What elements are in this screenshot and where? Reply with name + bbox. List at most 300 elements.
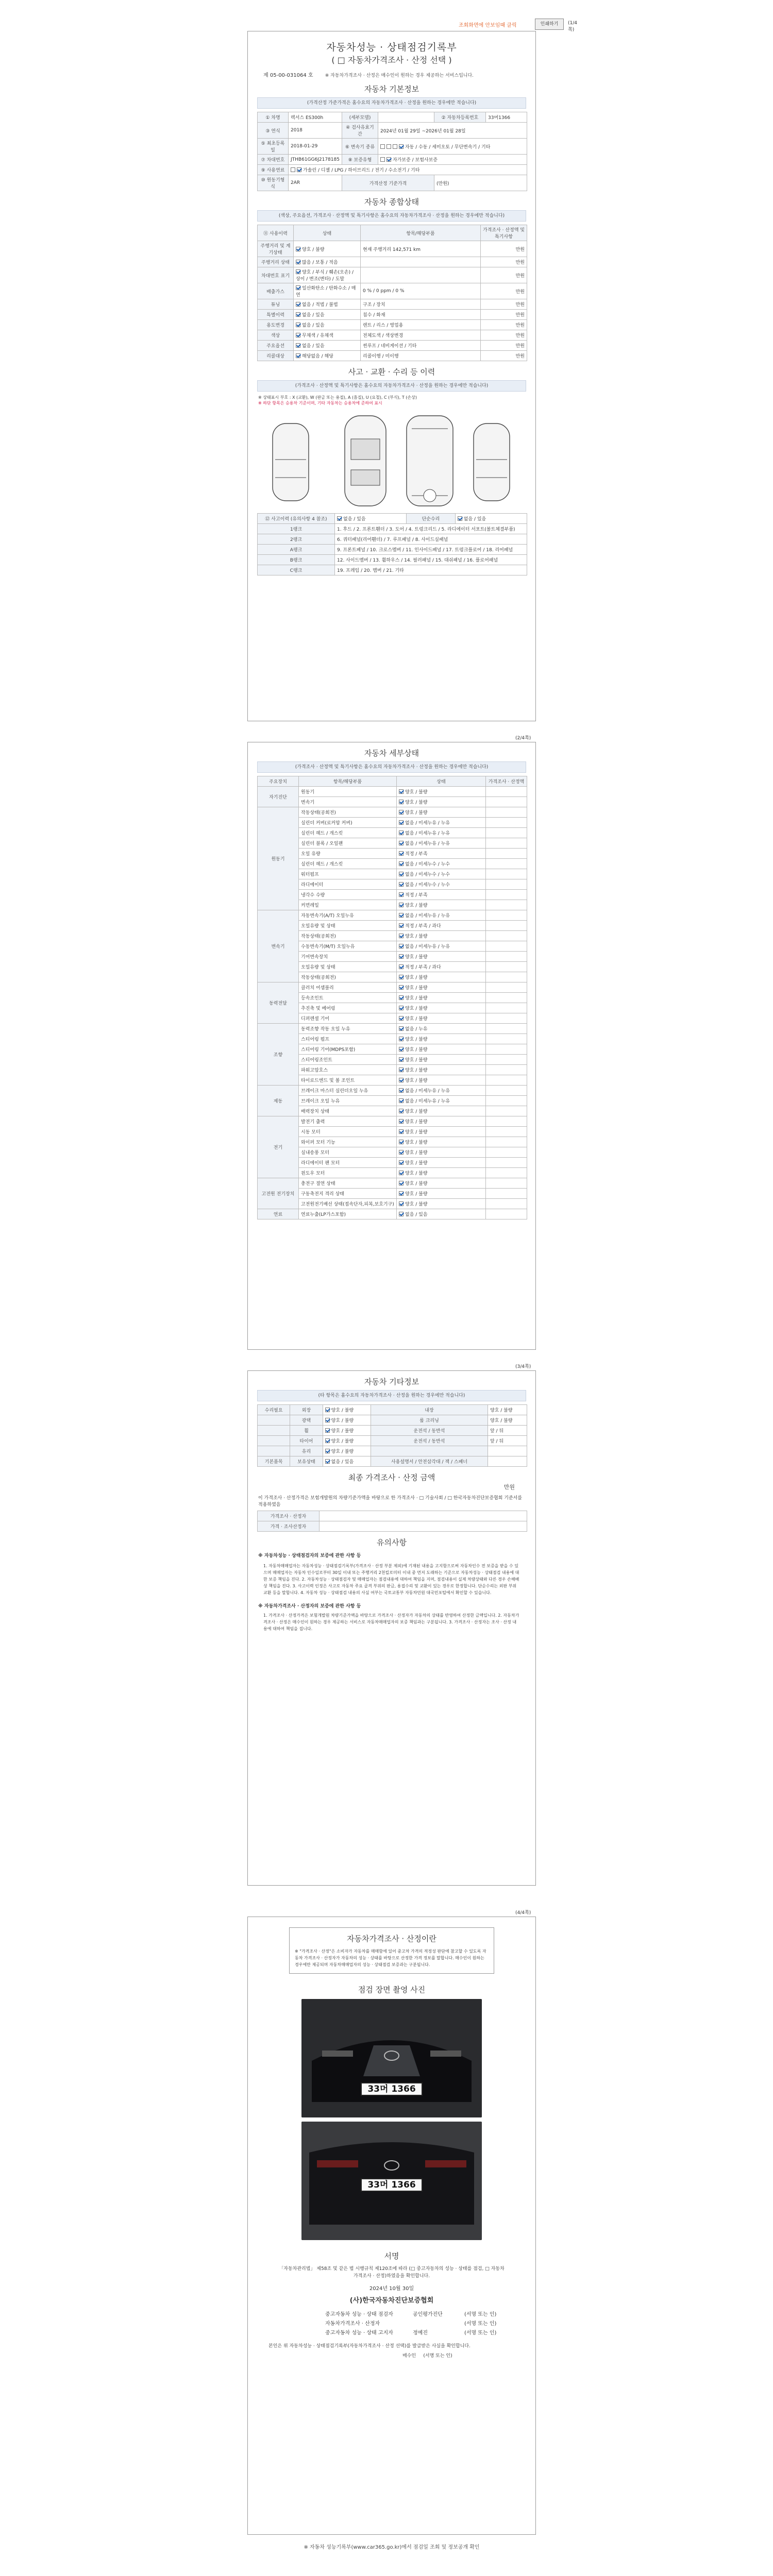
table-row	[258, 1086, 527, 1096]
price-cell	[486, 1096, 527, 1106]
cell: ③ 연식	[258, 123, 289, 139]
item-value: 142,571 km	[392, 247, 421, 252]
checkbox-checked-icon	[399, 841, 404, 845]
table-row	[258, 787, 527, 797]
item-cell: 브레이크 오일 누유	[299, 1096, 397, 1106]
price-cell	[486, 1065, 527, 1075]
status-options: 양호 / 불량	[405, 1068, 428, 1073]
status-cell	[397, 1116, 486, 1127]
cell: 항목/해당부품	[299, 776, 397, 787]
status-cell	[397, 1055, 486, 1065]
front-car-image	[301, 1999, 482, 2117]
cell: 튜닝	[258, 299, 294, 310]
checkbox-checked-icon	[399, 851, 404, 856]
item-cell: 실내송풍 모터	[299, 1147, 397, 1158]
status-options: 양호 / 불량	[405, 975, 428, 980]
group-cell: 자기진단	[258, 787, 299, 807]
bottom-note: ※ 자동차 성능기록부(www.car365.go.kr)에서 점검일 조회 및 정보공개 확인	[304, 2545, 480, 2550]
cell: 운전석 / 동반석	[371, 1426, 488, 1436]
accident-table	[257, 513, 527, 575]
foot-note: 본인은 위 자동차성능 · 상태점검기록부(자동차가격조사 · 산정 선택)를 발급받은 사실을 확인합니다.	[268, 2344, 470, 2349]
status-cell	[397, 797, 486, 807]
checkbox-checked-icon	[325, 1449, 330, 1453]
item-cell	[361, 310, 481, 320]
checkbox-checked-icon	[297, 167, 301, 172]
sign-row	[325, 2328, 535, 2336]
cell: 광택	[290, 1415, 323, 1426]
item-cell: 수동변속기(M/T) 오일누유	[299, 941, 397, 952]
table-row	[258, 267, 527, 283]
price-cell	[486, 1116, 527, 1127]
group-cell: 조향	[258, 1024, 299, 1086]
price-cell	[486, 1034, 527, 1044]
cell: 상태	[397, 776, 486, 787]
cell	[371, 1446, 488, 1456]
status-options: 양호 / 불량	[405, 1047, 428, 1053]
status-cell	[397, 890, 486, 900]
cell	[258, 1436, 290, 1446]
table-row	[258, 1405, 527, 1415]
extra-info-table	[257, 1404, 527, 1467]
status-cell	[294, 267, 361, 283]
table-row	[258, 283, 527, 299]
item-label: 전체도색 / 색상변경	[363, 333, 404, 338]
price-cell: 만원	[481, 320, 527, 330]
status-cell	[397, 952, 486, 962]
cell: 주행거리 상태	[258, 257, 294, 267]
checkbox-checked-icon	[386, 157, 391, 162]
checkbox-checked-icon	[399, 1181, 404, 1185]
item-label: 구조 / 장치	[363, 302, 385, 308]
page-2-number: (2/4쪽)	[515, 736, 531, 741]
cell	[320, 1511, 527, 1521]
item-cell	[361, 341, 481, 351]
table-row	[258, 330, 527, 341]
status-options: 양호 / 불량	[405, 800, 428, 805]
checkbox-checked-icon	[399, 934, 404, 938]
checkbox-checked-icon	[399, 1078, 404, 1082]
accident-options: 없음 / 있음	[343, 517, 366, 522]
price-cell	[486, 1024, 527, 1034]
price-cell	[486, 818, 527, 828]
status-options: 양호 / 불량	[405, 790, 428, 795]
status-options: 없음 / 미세누유 / 누유	[405, 831, 450, 836]
status-cell	[397, 1034, 486, 1044]
item-cell	[361, 330, 481, 341]
item-cell: 연료누출(LP가스포함)	[299, 1209, 397, 1219]
checkbox-checked-icon	[399, 1109, 404, 1113]
status-options: 양호 / 불량	[405, 1006, 428, 1011]
status-options: 없음 / 미세누유 / 누유	[405, 821, 450, 826]
checkbox-checked-icon	[399, 820, 404, 825]
item-cell: 실린더 커버(로커암 커버)	[299, 818, 397, 828]
status-cell	[397, 962, 486, 972]
registration-number: 33머1366	[486, 112, 527, 123]
status-options: 적정 / 부족	[405, 852, 428, 857]
status-options: 양호 / 불량	[405, 1058, 428, 1063]
table-row	[258, 1521, 527, 1532]
table-row	[258, 514, 527, 524]
status-cell	[397, 972, 486, 982]
item-cell: 실린더 헤드 / 개스킷	[299, 828, 397, 838]
checkbox-checked-icon	[399, 1098, 404, 1103]
status-options: 양호 / 불량	[331, 1439, 354, 1444]
cell	[378, 112, 434, 123]
table-row	[258, 1511, 527, 1521]
final-price-unit: 만원	[503, 1484, 515, 1490]
cell: 주행거리 및 계기상태	[258, 241, 294, 257]
item-label: 현재 주행거리	[363, 247, 392, 252]
detail-table	[257, 776, 527, 1219]
status-cell	[397, 1003, 486, 1013]
status-cell	[397, 1168, 486, 1178]
checkbox-checked-icon	[399, 872, 404, 876]
status-options: 없음 / 미세누유 / 누유	[405, 944, 450, 950]
table-row	[258, 155, 527, 165]
status-options: 없음 / 미세누수 / 누수	[405, 872, 450, 877]
price-cell: 만원	[481, 241, 527, 257]
checkbox-checked-icon	[399, 882, 404, 887]
cell: 특별이력	[258, 310, 294, 320]
basic-info-title: 자동차 기본정보	[364, 84, 419, 94]
status-options: 양호 / 불량	[405, 1109, 428, 1114]
front-photo	[301, 1999, 482, 2117]
cell: ⑩ 원동기형식	[258, 175, 289, 191]
cell: 룸 크리닝	[371, 1415, 488, 1426]
cell: 보유상태	[290, 1456, 323, 1467]
table-row	[258, 534, 527, 545]
item-cell: 윈도우 모터	[299, 1168, 397, 1178]
cell: 기본품목	[258, 1456, 290, 1467]
status-options: 양호 / 불량	[405, 1016, 428, 1022]
table-row	[258, 351, 527, 361]
status-cell	[397, 1013, 486, 1024]
cell: ⑨ 사용연료	[258, 165, 289, 175]
table-row	[258, 310, 527, 320]
table-row	[258, 1426, 527, 1436]
sign-org: (사)한국자동차진단보증협회	[349, 2297, 434, 2304]
status-options: 없음 / 미세누유 / 누유	[405, 841, 450, 846]
price-cell	[486, 931, 527, 941]
group-cell: 전기	[258, 1116, 299, 1178]
view-help-link[interactable]: 조회화면에 안보임때 클릭	[459, 23, 517, 28]
checkbox-checked-icon	[399, 1140, 404, 1144]
status-cell	[294, 351, 361, 361]
sign-row	[325, 2319, 535, 2327]
table-row	[258, 1456, 527, 1467]
cell: A랭크	[258, 545, 335, 555]
checkbox-checked-icon	[337, 516, 342, 521]
repair-options: 없음 / 있음	[463, 517, 486, 522]
item-cell	[361, 283, 481, 299]
cell: ⑤ 최초등록일	[258, 139, 289, 155]
price-cell	[486, 993, 527, 1003]
cell: ② 자동차등록번호	[434, 112, 486, 123]
cell: 유리	[290, 1446, 323, 1456]
rear-plate: 33머 1366	[361, 2178, 423, 2192]
table-row	[258, 299, 527, 310]
price-cell: 만원	[481, 283, 527, 299]
item-cell: 오일유량 및 상태	[299, 921, 397, 931]
cell: 2랭크	[258, 534, 335, 545]
item-cell: 실린더 헤드 / 개스킷	[299, 859, 397, 869]
status-options: 양호 / 불량	[405, 934, 428, 939]
item-cell: 커먼레일	[299, 900, 397, 910]
sign-mark: (서명 또는 인)	[464, 2312, 497, 2317]
price-cell	[486, 1199, 527, 1209]
cell: 가격조사 · 산정액	[486, 776, 527, 787]
item-label: 썬루프 / 네비게이션 / 기타	[363, 344, 417, 349]
guide-box	[289, 1927, 494, 1974]
doc-note: ※ 자동차가격조사 · 산정은 매수인이 원하는 경우 제공하는 서비스입니다.	[325, 73, 474, 78]
item-cell: 냉각수 수량	[299, 890, 397, 900]
cell: ⑦ 차대번호	[258, 155, 289, 165]
cell: ① 차명	[258, 112, 289, 123]
price-cell	[486, 1013, 527, 1024]
status-cell	[294, 320, 361, 330]
cell: 가격조사 · 산정액 및 특기사항	[481, 225, 527, 241]
status-options: 양호 / 불량	[405, 1202, 428, 1207]
status-options: 없음 / 있음	[302, 323, 325, 328]
status-cell	[397, 1065, 486, 1075]
price-cell	[486, 1003, 527, 1013]
item-cell	[361, 351, 481, 361]
checkbox-icon	[386, 144, 391, 149]
cell: 9. 프론트패널 / 10. 크로스멤버 / 11. 인사이드패널 / 17. 트렁크플로어 / 18. 리어패널	[335, 545, 527, 555]
engine-type: 2AR	[289, 175, 342, 191]
status-options: 양호 / 불량	[405, 955, 428, 960]
print-button[interactable]: 인쇄하기	[535, 19, 564, 30]
status-cell	[397, 982, 486, 993]
group-cell: 변속기	[258, 910, 299, 982]
price-cell	[486, 807, 527, 818]
price-cell	[486, 890, 527, 900]
item-cell: 충전구 절연 상태	[299, 1178, 397, 1189]
item-cell: 와이퍼 모터 기능	[299, 1137, 397, 1147]
checkbox-checked-icon	[399, 1037, 404, 1041]
item-cell	[361, 257, 481, 267]
cell	[323, 1415, 371, 1426]
fuel-options: 가솔린 / 디젤 / LPG / 하이브리드 / 전기 / 수소전기 / 기타	[303, 168, 420, 173]
item-cell: 실린더 블록 / 오일팬	[299, 838, 397, 849]
cell: ⑫ 사고이력 (유의사항 4 참조)	[258, 514, 335, 524]
price-cell	[486, 972, 527, 982]
status-options: 없음 / 미세누유 / 누유	[405, 1099, 450, 1104]
rear-photo	[301, 2122, 482, 2240]
checkbox-checked-icon	[399, 923, 404, 928]
price-cell	[486, 869, 527, 879]
checkbox-checked-icon	[399, 964, 404, 969]
status-cell	[294, 257, 361, 267]
checkbox-checked-icon	[296, 269, 300, 274]
status-cell	[397, 931, 486, 941]
price-cell	[486, 941, 527, 952]
status-options: 적정 / 부족 / 과다	[405, 965, 441, 970]
cell: ⑪ 사용이력	[258, 225, 294, 241]
table-row	[258, 241, 527, 257]
cell: 가격 · 조사산정자	[258, 1521, 320, 1532]
checkbox-checked-icon	[458, 516, 462, 521]
checkbox-checked-icon	[399, 975, 404, 979]
item-cell: 기어변속장치	[299, 952, 397, 962]
price-cell	[486, 1189, 527, 1199]
checkbox-icon	[291, 167, 295, 172]
status-cell	[397, 1209, 486, 1219]
sign-text: 「자동차관리법」 제58조 및 같은 법 시행규칙 제120조에 따라 (□ 중고자동차의 성능 · 상태를 점검, □ 자동차가격조사 · 산정)하였음을 확인합니다.	[279, 2266, 505, 2279]
status-cell	[294, 341, 361, 351]
car-side-left	[273, 423, 309, 501]
cell: B랭크	[258, 555, 335, 565]
price-cell: 만원	[481, 341, 527, 351]
status-options: 적정 / 부족	[405, 893, 428, 898]
checkbox-checked-icon	[325, 1438, 330, 1443]
price-cell	[486, 1075, 527, 1086]
accident-legend-2: ※ 하단 항목은 승용차 기준이며, 기타 자동차는 승용차에 준하여 표시	[258, 401, 382, 405]
item-cell: 오일유량 및 상태	[299, 962, 397, 972]
cell: 차대번호 표기	[258, 267, 294, 283]
sign-mark: (서명 또는 인)	[464, 2321, 497, 2327]
cell	[323, 1456, 371, 1467]
status-cell	[397, 941, 486, 952]
page-3	[247, 1370, 536, 1886]
status-cell	[397, 1024, 486, 1034]
price-cell: 만원	[481, 299, 527, 310]
buyer-sign: (서명 또는 인)	[423, 2353, 452, 2359]
status-cell	[397, 1189, 486, 1199]
price-cell	[486, 879, 527, 890]
checkbox-checked-icon	[399, 1026, 404, 1031]
fuel-type	[289, 165, 527, 175]
status-options: 양호 / 불량	[405, 1150, 428, 1156]
status-options: 양호 / 불량	[405, 1037, 428, 1042]
status-cell	[397, 1096, 486, 1106]
status-cell	[294, 283, 361, 299]
group-cell: 원동기	[258, 807, 299, 910]
checkbox-checked-icon	[399, 1016, 404, 1021]
sign-mark: (서명 또는 인)	[464, 2330, 497, 2336]
price-cell	[486, 797, 527, 807]
status-cell	[397, 910, 486, 921]
cell: 리콜대상	[258, 351, 294, 361]
table-row	[258, 257, 527, 267]
extra-info-title: 자동차 기타정보	[364, 1377, 419, 1386]
checkbox-checked-icon	[296, 343, 300, 348]
cell: 단순수리	[407, 514, 455, 524]
status-cell	[294, 299, 361, 310]
inspection-validity: 2024년 01월 29일 ~2026년 01월 28일	[378, 123, 527, 139]
checkbox-checked-icon	[399, 861, 404, 866]
car-name: 렉서스 ES300h	[289, 112, 342, 123]
cell	[488, 1446, 527, 1456]
transmission-options: 자동 / 수동 / 세미오토 / 무단변속기 / 기타	[405, 144, 491, 150]
group-cell: 연료	[258, 1209, 299, 1219]
price-cell	[486, 1178, 527, 1189]
cell: 수리필요	[258, 1405, 290, 1415]
cell: 색상	[258, 330, 294, 341]
cell: 1랭크	[258, 524, 335, 534]
checkbox-checked-icon	[296, 302, 300, 307]
status-cell	[397, 828, 486, 838]
table-row	[258, 545, 527, 555]
status-options: 양호 / 불량	[405, 986, 428, 991]
sign-row	[325, 2310, 535, 2317]
table-row	[258, 555, 527, 565]
item-cell: 오일 유량	[299, 849, 397, 859]
item-label: 리콜이행 / 미이행	[363, 354, 399, 359]
price-cell	[486, 952, 527, 962]
sign-person: 정예진	[413, 2330, 428, 2336]
cell: 가격산정 기준가격	[342, 175, 434, 191]
cell	[323, 1436, 371, 1446]
checkbox-checked-icon	[296, 312, 300, 317]
status-cell	[294, 241, 361, 257]
status-options: 양호 / 불량	[405, 1192, 428, 1197]
status-options: 없음 / 있음	[302, 344, 325, 349]
status-options: 없음 / 있음	[331, 1460, 354, 1465]
price-cell	[486, 962, 527, 972]
item-cell	[361, 267, 481, 283]
warranty-type	[378, 155, 527, 165]
status-cell	[397, 1137, 486, 1147]
accident-status	[335, 514, 407, 524]
sign-role: 중고자동차 성능 · 상태 고지자	[325, 2330, 393, 2336]
notice-title: 유의사항	[377, 1538, 407, 1547]
item-cell: 타이로드엔드 및 볼 조인트	[299, 1075, 397, 1086]
checkbox-checked-icon	[399, 1191, 404, 1196]
status-options: 양호 / 불량	[405, 903, 428, 908]
sign-date: 2024년 10월 30일	[369, 2286, 414, 2292]
cell: (세부모델)	[342, 112, 378, 123]
cell: ④ 검사유효기간	[342, 123, 378, 139]
status-options: 많음 / 보통 / 적음	[302, 260, 338, 265]
price-cell	[486, 1055, 527, 1065]
item-cell	[361, 320, 481, 330]
item-cell: 라디에이터	[299, 879, 397, 890]
checkbox-checked-icon	[399, 903, 404, 907]
status-options: 양호 / 불량	[405, 1140, 428, 1145]
price-cell	[486, 1127, 527, 1137]
status-cell	[397, 869, 486, 879]
cell: 앞 / 뒤	[488, 1426, 527, 1436]
status-options: 양호 / 불량	[405, 1078, 428, 1083]
table-row	[258, 910, 527, 921]
status-options: 해당없음 / 해당	[302, 354, 333, 359]
checkbox-icon	[393, 144, 397, 149]
checkbox-checked-icon	[399, 1150, 404, 1155]
table-row	[258, 139, 527, 155]
item-cell: 추진축 및 베어링	[299, 1003, 397, 1013]
table-row	[258, 776, 527, 787]
item-cell: 워터펌프	[299, 869, 397, 879]
cell	[320, 1521, 527, 1532]
status-options: 없음 / 적법 / 불법	[302, 302, 338, 308]
price-cell	[486, 1106, 527, 1116]
status-options: 양호 / 부식 / 훼손(오손) / 상이 / 변조(변타) / 도말	[296, 270, 354, 282]
item-cell: 디퍼렌셜 기어	[299, 1013, 397, 1024]
cell: 외장	[290, 1405, 323, 1415]
checkbox-checked-icon	[399, 1129, 404, 1134]
cell: 양호 / 불량	[488, 1415, 527, 1426]
cell	[488, 1456, 527, 1467]
table-row	[258, 1178, 527, 1189]
notice-text-b: 1. 가격조사 · 산정가격은 보험개발원 차량기준가액을 바탕으로 가격조사 · 산정자가 자동차의 상태를 반영하여 산정한 금액입니다. 2. 자동차가격조사 · 산정은 매수인이 원하는 경우 제공하는 서비스로 자동차매매업자의 보증 책임과는 구분됩니다. 3. 가격조사 · 산정자는 조사 · 산정 내용에 대하여 책임을 집니다.	[263, 1613, 519, 1631]
status-options: 적정 / 부족 / 과다	[405, 924, 441, 929]
status-cell	[397, 859, 486, 869]
group-cell: 제동	[258, 1086, 299, 1116]
checkbox-icon	[380, 157, 385, 162]
cell: ⑧ 보증유형	[342, 155, 378, 165]
photo-title: 점검 장면 촬영 사진	[358, 1985, 426, 1994]
